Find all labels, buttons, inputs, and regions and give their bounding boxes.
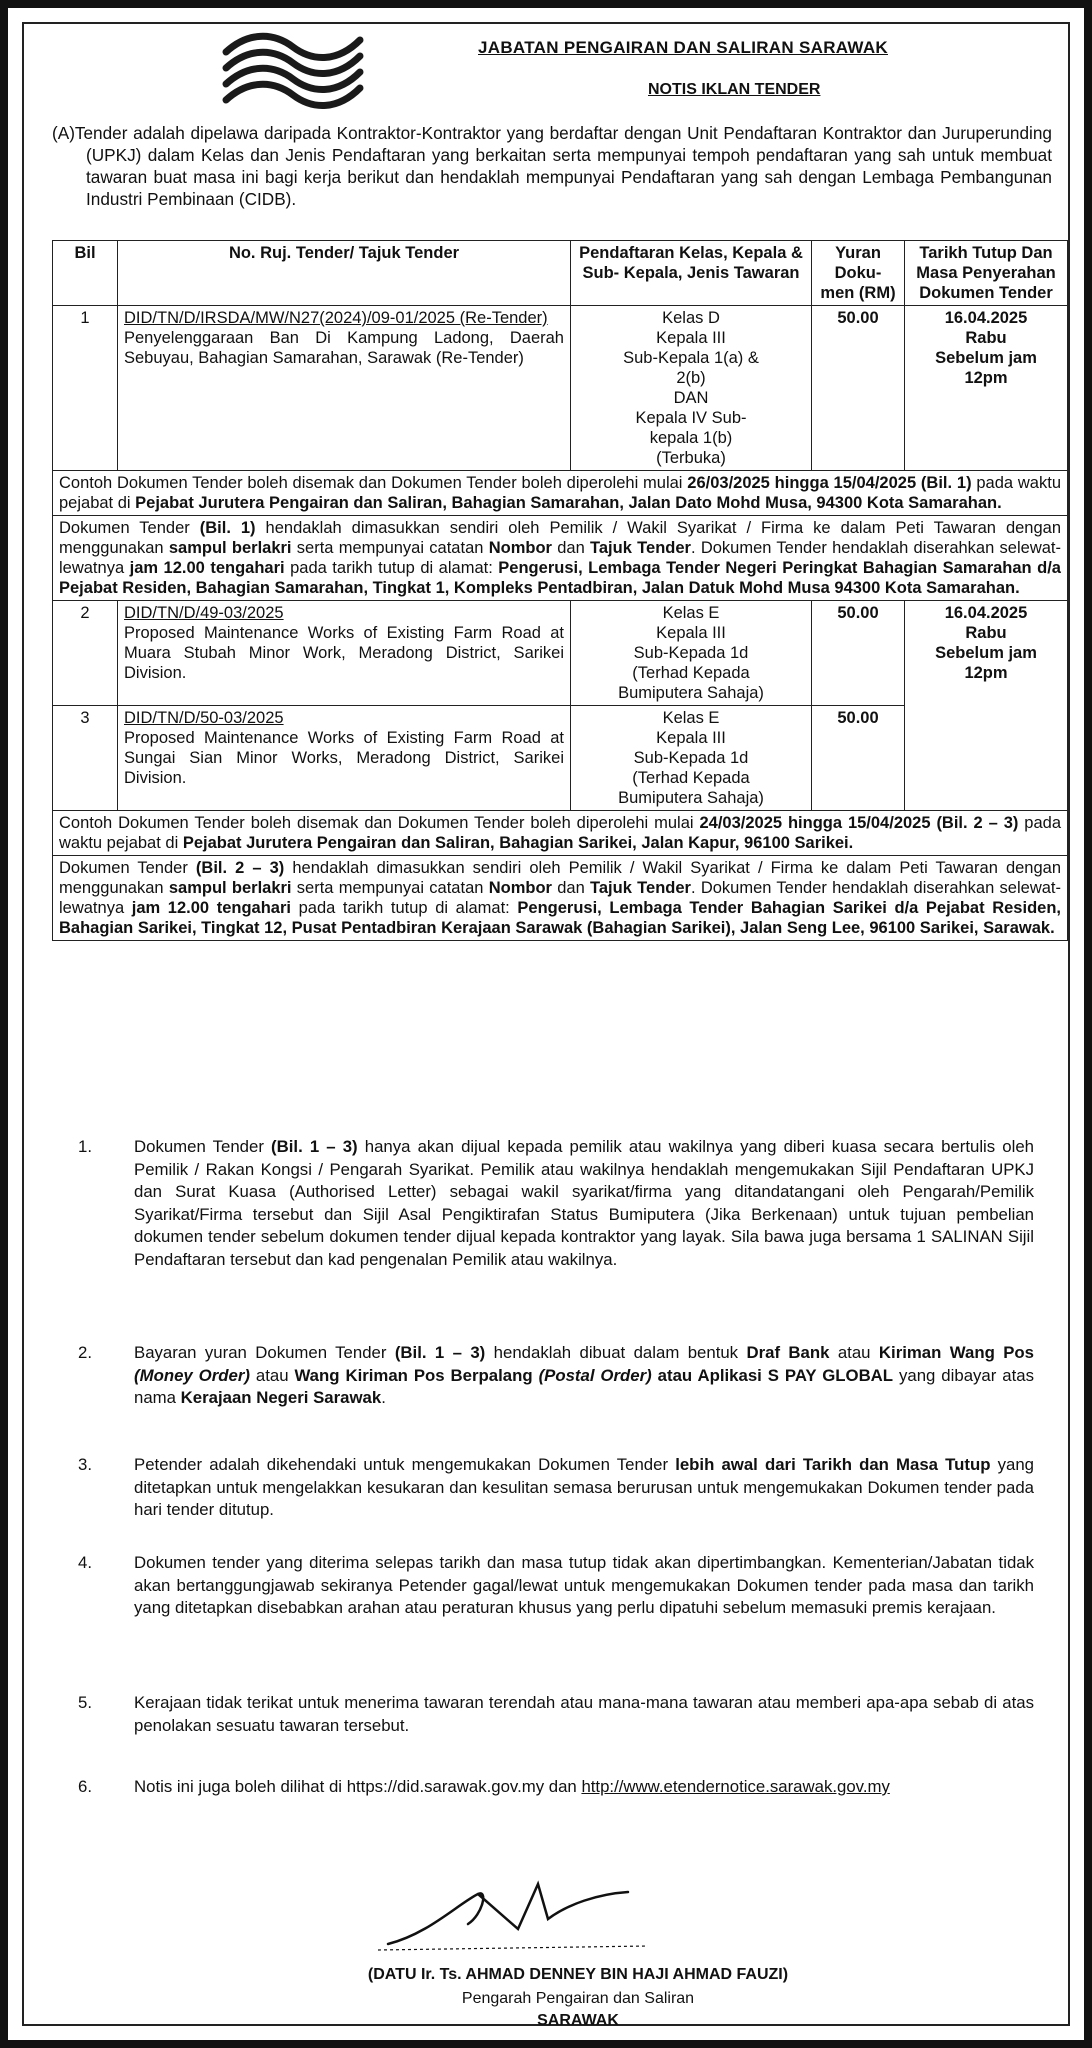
list-number: 1. — [78, 1137, 92, 1156]
list-text — [134, 1776, 1034, 1799]
list-text-part: yang dibayar atas nama — [134, 1365, 1034, 1407]
note-bold: 26/03/2025 hingga 15/04/2025 (Bil. 1) — [687, 474, 972, 492]
note-row — [53, 471, 1068, 516]
note-2a — [53, 811, 1068, 856]
note-bold: Nombor — [488, 539, 552, 557]
kelas-line: Kepala III — [656, 329, 726, 347]
signatory-position: Pengarah Pengairan dan Saliran — [461, 1990, 695, 2007]
note-text: dan — [551, 539, 591, 557]
list-text — [134, 1454, 1034, 1522]
list-text-part: atau Aplikasi S PAY GLOBAL — [651, 1365, 894, 1385]
list-text-part: atau — [249, 1365, 295, 1385]
kelas-line: (Terbuka) — [656, 449, 726, 467]
note-1a — [53, 471, 1068, 516]
list-text-part: . — [381, 1388, 386, 1407]
row-bil: 1 — [53, 306, 118, 471]
note-text: pada waktu pejabat di — [59, 814, 1061, 852]
kelas-line: Sub-Kepala 1(a) & — [623, 349, 759, 367]
tarikh-line: 12pm — [964, 664, 1008, 682]
row-kelas — [571, 706, 812, 811]
org-title: JABATAN PENGAIRAN DAN SALIRAN SARAWAK — [478, 38, 888, 57]
kelas-line: Kepala III — [656, 729, 726, 747]
note-text: pada tarikh tutup di alamat: — [290, 899, 518, 917]
note-text: pada waktu pejabat di — [59, 474, 1061, 512]
list-text-part: (Bil. 1 – 3) — [271, 1137, 358, 1156]
list-text-part: (Postal Order) — [538, 1365, 652, 1385]
tarikh-line: Rabu — [965, 624, 1007, 642]
row-ref-cell — [118, 601, 571, 706]
list-number: 6. — [78, 1777, 92, 1796]
list-text — [134, 1342, 1034, 1410]
row-kelas — [571, 601, 812, 706]
note-text: dan — [551, 879, 591, 897]
kelas-line: 2(b) — [676, 369, 706, 387]
tarikh-line: Rabu — [965, 329, 1007, 347]
kelas-line: (Terhad Kepada — [632, 664, 750, 682]
list-text-part: (Money Order) — [134, 1365, 250, 1385]
list-text — [134, 1692, 1034, 1737]
note-bold: jam 12.00 tengahari — [129, 559, 285, 577]
table-row — [53, 306, 1068, 471]
list-text-part: atau — [829, 1343, 879, 1362]
note-bold: Pejabat Jurutera Pengairan dan Saliran, Bahagian Samarahan, Jalan Dato Mohd Musa, 94300 Kota Samarahan. — [135, 494, 1002, 512]
list-item — [78, 1454, 1034, 1522]
signatory-name: (DATU Ir. Ts. AHMAD DENNEY BIN HAJI AHMAD FAUZI) — [367, 1966, 789, 1983]
kelas-line: (Terhad Kepada — [632, 769, 750, 787]
list-text-part: (Bil. 1 – 3) — [394, 1343, 486, 1362]
note-bold: sampul berlakri — [168, 539, 292, 557]
list-text — [134, 1136, 1034, 1271]
tarikh-line: Sebelum jam — [935, 644, 1037, 662]
kelas-line: DAN — [673, 389, 709, 407]
kelas-line: Kepala IV Sub- — [635, 409, 747, 427]
list-text-part: hanya akan dijual kepada pemilik atau wakilnya yang diberi kuasa secara bertulis oleh Pemilik / Rakan Kongsi / Pengarah Syarikat. Pemilik atau wakilnya hendaklah mengemukakan Sijil Pendaftaran UPKJ dan Surat Kuasa (Authorised Letter) sebagai wakil syarikat/firma yang ditandatangani oleh Pengarah/Pemilik Syarikat/Firma tersebut dan Sijil Asal Pengiktirafan Status Bumiputera (Jika Berkenaan) untuk tujuan pembelian dokumen tender sebelum dokumen tender dijual kepada kontraktor yang layak. Sila bawa juga bersama 1 SALINAN Sijil Pendaftaran tersebut dan kad pengenalan Pemilik atau wakilnya. — [134, 1137, 1035, 1269]
row-yuran: 50.00 — [812, 306, 905, 471]
tender-ref: DID/TN/D/49-03/2025 — [124, 604, 284, 622]
row-bil: 2 — [53, 601, 118, 706]
list-text-part: Dokumen tender yang diterima selepas tarikh dan masa tutup tidak akan dipertimbangkan. Kementerian/Jabatan tidak akan bertanggungjawab sekiranya Petender gagal/lewat untuk mengemukakan Dokumen tender pada masa dan tarikh yang ditetapkan disebabkan arahan atau peraturan khusus yang perlu dipatuhi sebelum memasuki premis kerajaan. — [134, 1553, 1034, 1617]
list-text-part: Draf Bank — [746, 1343, 830, 1362]
kelas-line: Bumiputera Sahaja) — [618, 789, 764, 807]
tender-title: Proposed Maintenance Works of Existing Farm Road at Muara Stubah Minor Work, Meradong District, Sarikei Division. — [124, 624, 564, 682]
list-text-part: Dokumen Tender — [134, 1137, 272, 1156]
list-text-part: Petender adalah dikehendaki untuk mengemukakan Dokumen Tender — [134, 1455, 676, 1474]
row-ref-cell — [118, 306, 571, 471]
list-item — [78, 1692, 1034, 1737]
list-text-part: lebih awal dari Tarikh dan Masa Tutup — [675, 1455, 991, 1474]
note-bold: sampul berlakri — [168, 879, 292, 897]
row-yuran: 50.00 — [812, 706, 905, 811]
note-bold: Pengerusi, Lembaga Tender Bahagian Sarikei d/a Pejabat Residen, Bahagian Sarikei, Tingkat 12, Pusat Pentadbiran Kerajaan Sarawak (Bahagian Sarikei), Jalan Seng Lee, 96100 Sarikei, Sarawak. — [59, 899, 1061, 937]
list-item — [78, 1342, 1034, 1410]
intro-text: (A)Tender adalah dipelawa daripada Kontraktor-Kontraktor yang berdaftar dengan Unit Pendaftaran Kontraktor dan Juruperunding (UPKJ) dalam Kelas dan Jenis Pendaftaran yang berkaitan serta mempunyai tempoh pendaftaran yang sah untuk membuat tawaran buat masa ini bagi kerja berikut dan hendaklah mempunyai Pendaftaran yang sah dengan Lembaga Pembangunan Industri Pembinaan (CIDB). — [52, 123, 1052, 209]
header-yuran: Yuran Doku- men (RM) — [812, 241, 905, 306]
row-bil: 3 — [53, 706, 118, 811]
row-yuran: 50.00 — [812, 601, 905, 706]
notice-title: NOTIS IKLAN TENDER — [648, 81, 821, 98]
list-text-part: Wang Kiriman Pos Berpalang — [294, 1365, 533, 1385]
note-bold: (Bil. 1) — [199, 519, 256, 537]
list-number: 2. — [78, 1343, 92, 1362]
list-text — [134, 1552, 1034, 1620]
note-text: pada tarikh tutup di alamat: — [284, 559, 499, 577]
list-number: 4. — [78, 1553, 92, 1572]
tender-title: Penyelenggaraan Ban Di Kampung Ladong, Daerah Sebuyau, Bahagian Samarahan, Sarawak (Re-Tender) — [124, 329, 564, 367]
list-text-part: hendaklah dibuat dalam bentuk — [485, 1343, 747, 1362]
list-item — [78, 1136, 1034, 1271]
tender-title: Proposed Maintenance Works of Existing Farm Road at Sungai Sian Minor Works, Meradong District, Sarikei Division. — [124, 729, 564, 787]
table-header-row — [53, 241, 1068, 306]
signatory-state: SARAWAK — [537, 2012, 619, 2029]
list-text-part: yang ditetapkan untuk mengelakkan kesukaran dan kesulitan semasa berurusan untuk mengemukakan Dokumen tender pada hari tender ditutup. — [134, 1455, 1034, 1519]
note-text: Contoh Dokumen Tender boleh disemak dan Dokumen Tender boleh diperolehi mulai — [59, 474, 688, 492]
kelas-line: Bumiputera Sahaja) — [618, 684, 764, 702]
header-ruj: No. Ruj. Tender/ Tajuk Tender — [118, 241, 571, 306]
kelas-line: kepala 1(b) — [649, 429, 733, 447]
table-row — [53, 601, 1068, 706]
note-row — [53, 516, 1068, 601]
row-tarikh — [905, 601, 1068, 811]
note-text: Contoh Dokumen Tender boleh disemak dan Dokumen Tender boleh diperolehi mulai — [59, 814, 700, 832]
tender-table — [52, 240, 1068, 941]
tarikh-line: 12pm — [964, 369, 1008, 387]
list-item — [78, 1552, 1034, 1620]
jps-wave-logo-icon — [218, 22, 368, 122]
list-text-part: Kerajaan Negeri Sarawak — [180, 1388, 382, 1407]
note-text: serta mempunyai catatan — [291, 879, 489, 897]
kelas-line: Kelas E — [662, 709, 720, 727]
note-text: Dokumen Tender — [59, 859, 196, 877]
note-text: Dokumen Tender — [59, 519, 200, 537]
kelas-line: Sub-Kepada 1d — [633, 749, 749, 767]
tarikh-line: Sebelum jam — [935, 349, 1037, 367]
note-row — [53, 856, 1068, 941]
tarikh-line: 16.04.2025 — [944, 309, 1028, 327]
list-text-part: Notis ini juga boleh dilihat di https://did.sarawak.gov.my dan — [134, 1777, 582, 1796]
header-kelas: Pendaftaran Kelas, Kepala & Sub- Kepala, Jenis Tawaran — [571, 241, 812, 306]
note-1b — [53, 516, 1068, 601]
list-item — [78, 1776, 1034, 1799]
kelas-line: Kelas E — [662, 604, 720, 622]
note-text: hendaklah dimasukkan sendiri oleh Pemilik / Wakil Syarikat / Firma ke dalam Peti Tawaran dengan menggunakan — [59, 519, 1062, 557]
header-tarikh: Tarikh Tutup Dan Masa Penyerahan Dokumen Tender — [905, 241, 1068, 306]
header-bil: Bil — [53, 241, 118, 306]
note-text: hendaklah dimasukkan sendiri oleh Pemilik / Wakil Syarikat / Firma ke dalam Peti Tawaran dengan menggunakan — [59, 859, 1062, 897]
list-text-part: Kerajaan tidak terikat untuk menerima tawaran terendah atau mana-mana tawaran atau memberi apa-apa sebab di atas penolakan sesuatu tawaran tersebut. — [134, 1693, 1034, 1735]
list-text-part: Kiriman Wang Pos — [878, 1343, 1034, 1362]
tarikh-line: 16.04.2025 — [944, 604, 1028, 622]
note-row — [53, 811, 1068, 856]
note-text: serta mempunyai catatan — [291, 539, 489, 557]
note-bold: Tajuk Tender — [590, 879, 691, 897]
row-tarikh — [905, 306, 1068, 471]
note-bold: (Bil. 2 – 3) — [195, 859, 285, 877]
note-bold: Pejabat Jurutera Pengairan dan Saliran, Bahagian Sarikei, Jalan Kapur, 96100 Sarikei. — [182, 834, 854, 852]
kelas-line: Kelas D — [662, 309, 720, 327]
note-bold: 24/03/2025 hingga 15/04/2025 (Bil. 2 – 3) — [699, 814, 1019, 832]
note-text: . Dokumen Tender hendaklah diserahkan selewat-lewatnya — [59, 879, 1061, 917]
kelas-line: Sub-Kepada 1d — [633, 644, 749, 662]
note-2b — [53, 856, 1068, 941]
intro-paragraph — [52, 122, 1052, 210]
note-bold: jam 12.00 tengahari — [131, 899, 291, 917]
signature-icon — [368, 1874, 668, 1954]
tender-ref: DID/TN/D/50-03/2025 — [124, 709, 284, 727]
note-bold: Pengerusi, Lembaga Tender Negeri Peringkat Bahagian Samarahan d/a Pejabat Residen, Bahagian Samarahan, Tingkat 1, Kompleks Pentadbiran, Jalan Datuk Mohd Musa 94300 Kota Samarahan. — [59, 559, 1061, 597]
list-number: 3. — [78, 1455, 92, 1474]
tender-ref: DID/TN/D/IRSDA/MW/N27(2024)/09-01/2025 (Re-Tender) — [124, 309, 548, 327]
note-bold: Tajuk Tender — [590, 539, 691, 557]
note-text: . Dokumen Tender hendaklah diserahkan selewat-lewatnya — [59, 539, 1061, 577]
kelas-line: Kepala III — [656, 624, 726, 642]
list-text-part: Bayaran yuran Dokumen Tender — [134, 1343, 395, 1362]
row-kelas — [571, 306, 812, 471]
etender-link[interactable]: http://www.etendernotice.sarawak.gov.my — [581, 1777, 890, 1796]
row-ref-cell — [118, 706, 571, 811]
list-number: 5. — [78, 1693, 92, 1712]
note-bold: Nombor — [488, 879, 552, 897]
